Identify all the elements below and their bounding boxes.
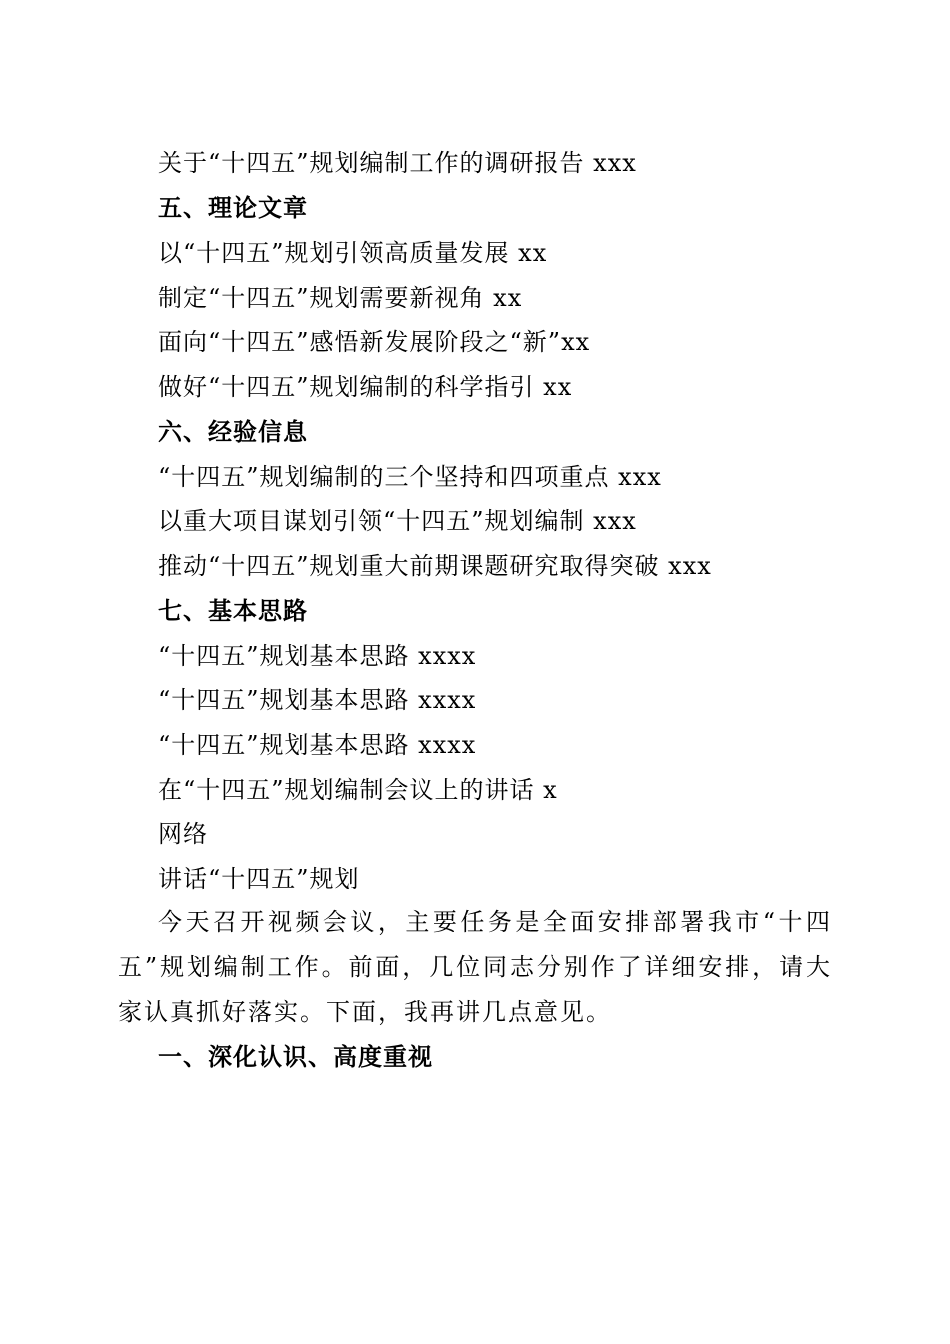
list-item: 关于“十四五”规划编制工作的调研报告 xxx (158, 149, 637, 177)
body-paragraph: 今天召开视频会议，主要任务是全面安排部署我市“十四五”规划编制工作。前面，几位同志分别作了详细安排，请大家认真抓好落实。下面，我再讲几点意见。 (118, 908, 832, 1026)
section-heading: 七、基本思路 (158, 597, 308, 625)
list-item: 以重大项目谋划引领“十四五”规划编制 xxx (158, 507, 637, 535)
list-item: 推动“十四五”规划重大前期课题研究取得突破 xxx (158, 552, 712, 580)
list-item: “十四五”规划基本思路 xxxx (158, 731, 477, 759)
section-heading: 六、经验信息 (158, 418, 308, 446)
list-item: “十四五”规划基本思路 xxxx (158, 642, 477, 670)
list-item: “十四五”规划编制的三个坚持和四项重点 xxx (158, 463, 662, 491)
section-heading: 一、深化认识、高度重视 (158, 1043, 433, 1071)
list-item: 在“十四五”规划编制会议上的讲话 x (158, 776, 558, 804)
list-item: 以“十四五”规划引领高质量发展 xx (158, 239, 548, 267)
list-item: 网络 (158, 820, 208, 848)
section-heading: 五、理论文章 (158, 194, 308, 222)
list-item: 做好“十四五”规划编制的科学指引 xx (158, 373, 573, 401)
list-item: 讲话“十四五”规划 (158, 865, 360, 893)
list-item: 面向“十四五”感悟新发展阶段之“新”xx (158, 328, 591, 356)
list-item: “十四五”规划基本思路 xxxx (158, 686, 477, 714)
list-item: 制定“十四五”规划需要新视角 xx (158, 284, 523, 312)
